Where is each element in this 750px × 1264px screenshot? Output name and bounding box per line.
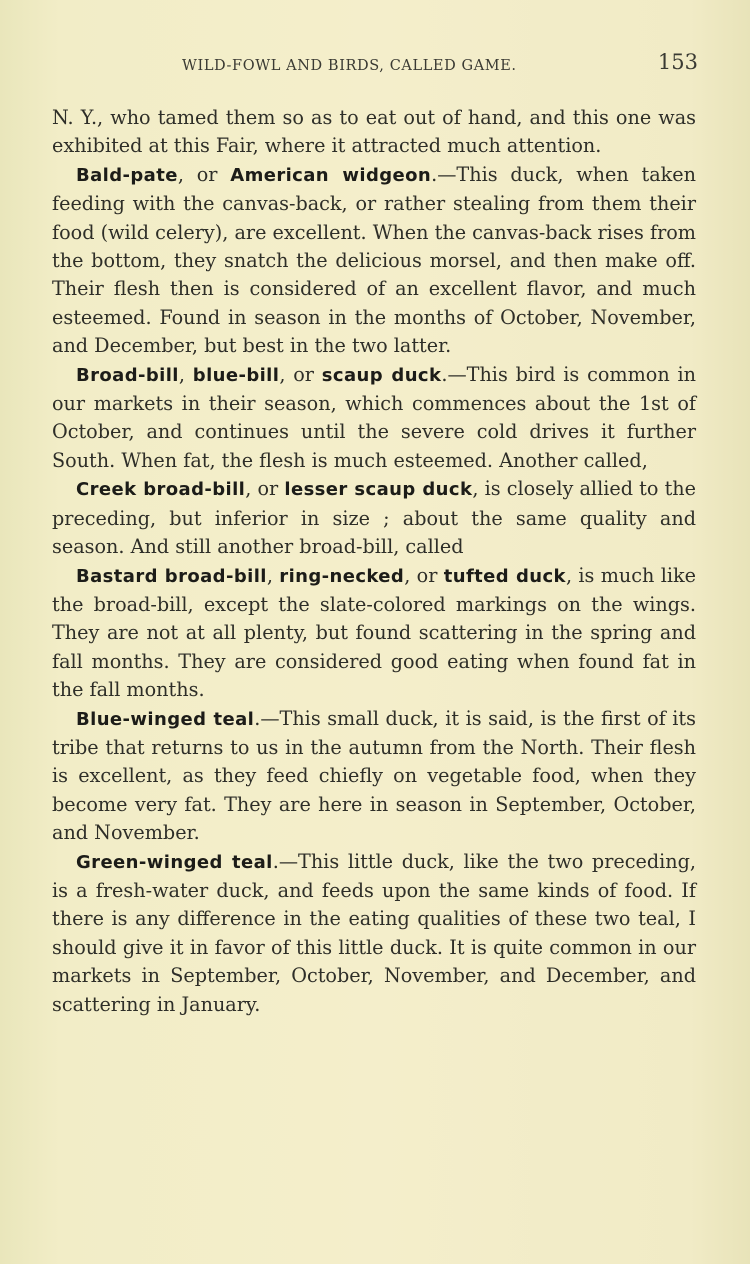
entry-bastard-broad-bill [52,562,696,705]
entry-bald-pate [52,161,696,361]
entry-broad-bill [52,361,696,476]
entry-term: blue-bill [192,364,280,386]
entry-term: American widgeon [230,164,432,186]
entry-blue-winged-teal [52,705,696,848]
entry-separator: , or [279,362,322,386]
entry-term: Creek broad-bill [76,479,246,501]
paragraph-continuation [52,104,696,161]
entry-separator: , [178,362,193,386]
body-text [52,104,696,1019]
paragraph-text: N. Y., who tamed them so as to eat out of hand, and this one was exhibited at this Fair, where it attracted much attention. [52,106,696,158]
entry-text: , is closely allied to the preceding, but inferior in size ; about the same quality and season. And still another broad-bill, called [52,477,696,559]
entry-term: tufted duck [443,565,566,587]
entry-separator: , or [177,162,231,186]
page-number: 153 [657,50,698,74]
entry-text: .—This small duck, it is said, is the first of its tribe that returns to us in the autumn from the North. Their flesh is excellent, as they feed chiefly on vegetable food, when they become very fat. They are here in season in September, October, and November. [52,706,696,845]
entry-green-winged-teal [52,848,696,1019]
entry-text: .—This bird is common in our markets in their season, which commences about the 1st of October, and continues until the severe cold drives it further South. When fat, the flesh is much esteemed. Another called, [52,362,696,472]
entry-text: , is much like the broad-bill, except the slate-colored markings on the wings. They are not at all plenty, but found scattering in the spring and fall months. They are considered good eating when found fat in the fall months. [52,563,696,702]
entry-term: Broad-bill [76,364,179,386]
entry-separator: , or [404,563,444,587]
entry-term: lesser scaup duck [284,479,473,501]
entry-creek-broad-bill [52,475,696,561]
entry-text: .—This duck, when taken feeding with the canvas-back, or rather stealing from them their food (wild celery), are excellent. When the canvas-back rises from the bottom, they snatch the delicious morsel, and then make off. Their flesh then is considered of an excellent flavor, and much esteemed. Found in season in the months of October, November, and December, but best in the two latter. [52,162,696,358]
entry-term: ring-necked [279,565,405,587]
entry-separator: , or [245,477,285,501]
running-title: WILD-FOWL AND BIRDS, CALLED GAME. [182,58,517,74]
entry-separator: , [266,563,280,587]
entry-term: scaup duck [321,364,442,386]
entry-term: Green-winged teal [76,851,273,873]
entry-term: Bald-pate [76,164,178,186]
entry-term: Bastard broad-bill [76,565,267,587]
entry-text: .—This little duck, like the two preceding, is a fresh-water duck, and feeds upon the same kinds of food. If there is any difference in the eating qualities of these two teal, I should give it in favor of this little duck. It is quite common in our markets in September, October, November, and December, and scattering in January. [52,849,696,1016]
entry-term: Blue-winged teal [76,708,255,730]
running-head [52,48,698,78]
